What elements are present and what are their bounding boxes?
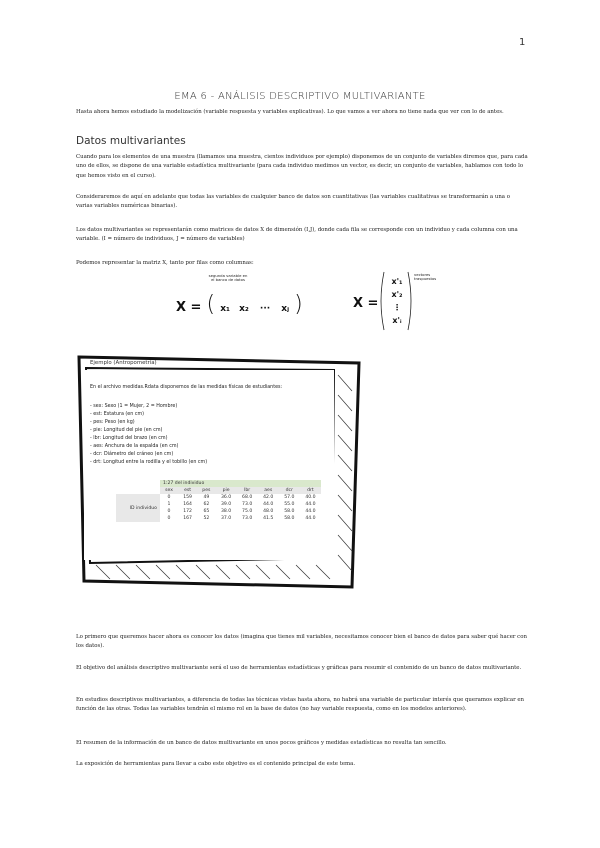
example-data-table [116,480,321,522]
table-row: 0 167 52 37.0 73.0 41.5 58.0 44.0 [167,516,316,521]
matrix-col-x2: x₂ [239,304,249,314]
paragraph-4: Podemos representar la matriz X, tanto por filas como columnas: [76,260,254,266]
paragraph-6: El objetivo del análisis descriptivo multivariante será el uso de herramientas estadísticas y gráficas para resumir el contenido de un banco de datos multivariante. [76,665,522,671]
row-vector-2: x'₂ [391,290,403,299]
table-row: 0 172 65 38.0 75.0 48.0 58.0 44.0 [167,509,316,514]
table-row-label: ID individuo [116,494,160,522]
table-row: 1 164 62 39.0 73.0 44.0 55.0 44.0 [167,502,316,507]
matrix-col-dots: ··· [259,304,271,314]
section-heading: Datos multivariantes [76,135,186,147]
matrix-col-xj: xⱼ [281,304,290,314]
row-matrix-equation-lhs: X = [353,296,379,311]
matrix-col-x1: x₁ [220,304,230,314]
col-header-pie: pie [216,487,237,494]
row-vectors [387,275,407,327]
table-group-header: 1:27 del individuo [160,480,321,487]
col-header-dcr: dcr [279,487,300,494]
equation-lhs: X = [176,300,202,315]
paragraph-3: Los datos multivariantes se representarán como matrices de datos X de dimensión (I,J), donde cada fila se corresponde con un individuo y cada columna con una variable. (I = número de individuos, J = número de variables) [76,227,518,243]
example-var-aes: - aes: Anchura de la espalda (en cm) [90,444,179,449]
example-var-pie: - pie: Longitud del pie (en cm) [90,428,163,433]
col-header-est: est [178,487,197,494]
row-vector-dots: ⋮ [393,303,401,312]
example-var-pes: - pes: Peso (en kg) [90,420,135,425]
page-number: 1 [519,37,526,48]
paragraph-8: El resumen de la información de un banco de datos multivariante en unos pocos gráficos y medidas estadísticas no resulta tan sencillo. [76,740,447,746]
col-header-pes: pes [197,487,215,494]
col-header-aes: aes [258,487,279,494]
example-title: Ejemplo (Antropometría) [90,360,157,366]
column-annotation: segunda variable en el banco de datos [208,273,248,283]
table-row: ID individuo 0 159 49 36.0 68.0 42.0 57.0 40.0 [116,494,321,501]
paragraph-5: Lo primero que queremos hacer ahora es conocer los datos (imagina que tienes mil variables, necesitamos conocer bien el banco de datos para saber qué hacer con los datos). [76,634,527,650]
intro-paragraph: Hasta ahora hemos estudiado la modelización (variable respuesta y variables explicativas). Lo que vamos a ver ahora no tiene nada que ver con lo de antes. [76,109,504,115]
example-var-est: - est: Estatura (en cm) [90,412,145,417]
paragraph-7: En estudios descriptivos multivariantes, a diferencia de todas las técnicas vistas hasta ahora, no habrá una variable de particular interés que queramos explicar en función de las otras. Todas las variables tendrán el mismo rol en la base de datos (no hay variable respuesta, como en los modelos anteriores). [76,697,525,713]
col-header-drt: drt [300,487,321,494]
col-header-lbr: lbr [237,487,258,494]
example-var-sex: - sex: Sexo (1 = Mujer, 2 = Hombre) [90,404,178,409]
column-matrix-equation: X = ( x₁ x₂ ··· xⱼ ) [176,292,303,317]
row-vector-1: x'₁ [391,277,403,286]
example-var-drt: - drt: Longitud entre la rodilla y el tobillo (en cm) [90,460,208,465]
page-title: EMA 6 - ANÁLISIS DESCRIPTIVO MULTIVARIANTE [174,91,426,102]
example-screen [84,360,334,560]
example-var-lbr: - lbr: Longitud del brazo (en cm) [90,436,168,441]
paragraph-9: La exposición de herramientas para llevar a cabo este objetivo es el contenido principal de este tema. [76,761,356,767]
example-line-0: En el archivo medidas.Rdata disponemos de las medidas físicas de estudiantes: [90,385,283,390]
row-annotation: vectores traspuestos [414,272,437,282]
col-header-sex: sex [160,487,178,494]
paragraph-2: Consideraremos de aquí en adelante que todas las variables de cualquier banco de datos son cuantitativas (las variables cualitativas se transformarán a una o varias variables numéricas binarias). [76,194,510,210]
row-vector-i: x'ᵢ [392,316,402,325]
example-var-dcr: - dcr: Diámetro del cráneo (en cm) [90,452,174,457]
paragraph-1: Cuando para los elementos de una muestra (llamamos una muestra, cientos individuos por ejemplo) disponemos de un conjunto de variables diremos que, para cada uno de ellos, se dispone de una variable estadística multivariante (para cada individuo medimos un vector, es decir, un conjunto de variables, hablamos con todo lo que hemos visto en el curso). [76,154,528,179]
